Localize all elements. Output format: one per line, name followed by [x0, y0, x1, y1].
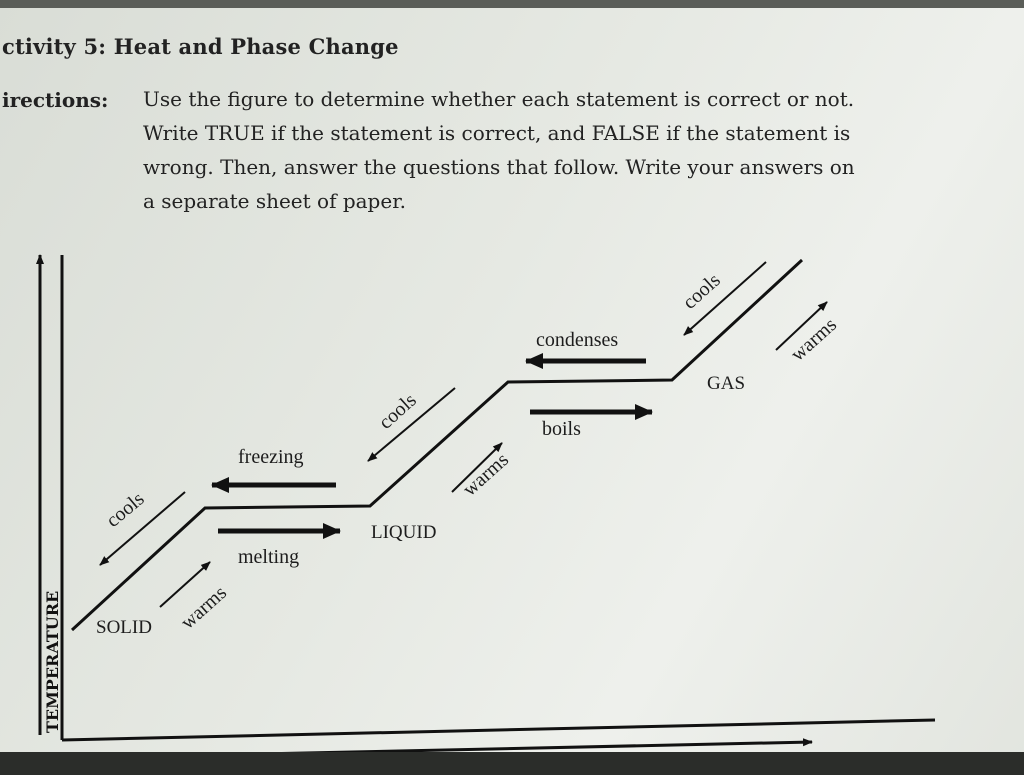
directions-line: Use the figure to determine whether each statement is correct or not.: [143, 87, 855, 111]
warms-label-1: warms: [176, 581, 231, 634]
directions-label: irections:: [2, 88, 109, 112]
heating-curve: [72, 260, 802, 630]
gas-label: GAS: [707, 373, 746, 394]
condenses-label: condenses: [536, 329, 619, 351]
directions-line: Write TRUE if the statement is correct, and FALSE if the statement is: [143, 121, 851, 145]
warms-label-2: warms: [458, 448, 513, 501]
directions-line: a separate sheet of paper.: [143, 189, 406, 213]
x-axis-line: [62, 720, 935, 740]
y-axis-label: TEMPERATURE: [43, 590, 62, 733]
photo-bottom-edge: [0, 752, 1024, 775]
melting-label: melting: [238, 546, 300, 568]
cools-label-2: cools: [374, 389, 421, 434]
warms-label-3: warms: [786, 313, 841, 366]
activity-title: ctivity 5: Heat and Phase Change: [2, 34, 399, 59]
freezing-label: freezing: [238, 446, 304, 468]
cools-label-1: cools: [102, 487, 149, 532]
boils-label: boils: [542, 418, 581, 440]
axes: [40, 255, 935, 754]
directions-line: wrong. Then, answer the questions that follow. Write your answers on: [143, 155, 855, 179]
solid-label: SOLID: [96, 617, 152, 638]
liquid-label: LIQUID: [371, 522, 437, 543]
cools-label-3: cools: [678, 269, 725, 314]
